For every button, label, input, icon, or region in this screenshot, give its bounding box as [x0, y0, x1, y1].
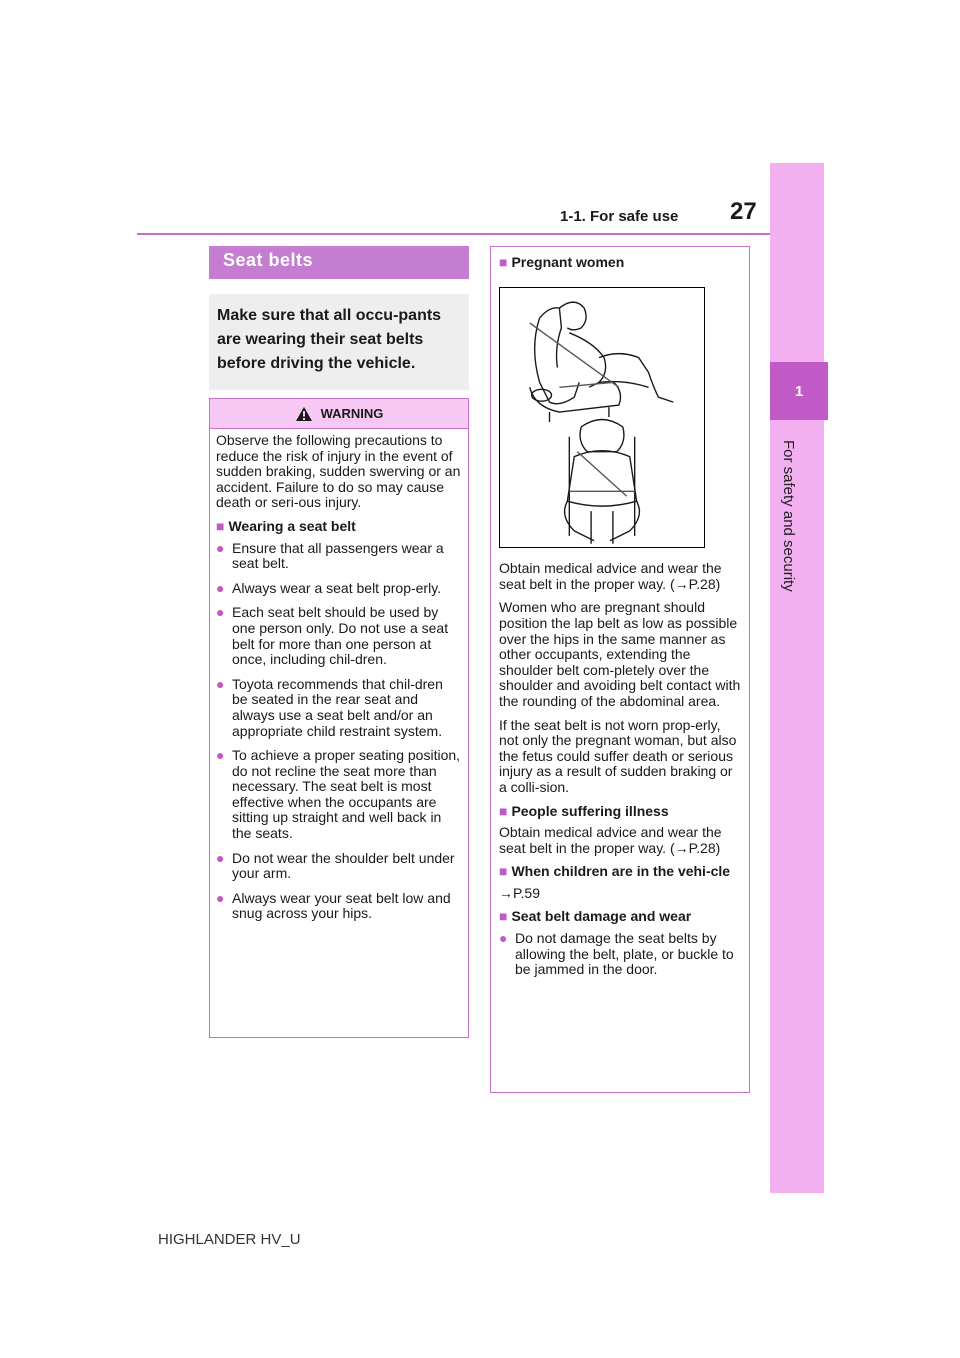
bullet-dot-icon: ●	[216, 889, 225, 906]
pregnant-paragraph-3: If the seat belt is not worn prop-erly, not only the pregnant woman, but also the fetus could suffer death or serious injury as a result of sudden braking or a colli-sion.	[499, 716, 737, 795]
list-item-text: Toyota recommends that chil-dren be seated in the rear seat and always use a seat belt and/or an appropriate child restraint system.	[232, 675, 443, 739]
list-item-text: Do not damage the seat belts by allowing the belt, plate, or buckle to be jammed in the door.	[515, 930, 734, 978]
list-item	[216, 605, 462, 667]
chapter-title: For safety and security	[780, 440, 797, 592]
warning-continued-box	[490, 246, 750, 1093]
warning-intro: Observe the following precautions to reduce the risk of injury in the event of sudden braking, sudden swerving or an accident. Failure to do so may cause death or seri-ous injury.	[216, 432, 461, 511]
bullet-dot-icon: ●	[216, 539, 225, 556]
list-item	[216, 581, 462, 597]
bullet-dot-icon: ●	[216, 747, 225, 764]
section-header: 1-1. For safe use	[560, 208, 679, 225]
bullet-dot-icon: ●	[216, 675, 225, 692]
pregnant-paragraph-1: Obtain medical advice and wear the seat belt in the proper way. (→P.28)	[499, 560, 722, 592]
list-item-text: Ensure that all passengers wear a seat belt.	[232, 539, 444, 572]
children-reference: →P.59	[499, 884, 540, 901]
square-bullet-icon: ■	[499, 908, 508, 925]
square-bullet-icon: ■	[216, 517, 225, 534]
damage-heading	[499, 909, 741, 925]
square-bullet-icon: ■	[499, 254, 508, 270]
warning-box	[209, 398, 469, 1038]
square-bullet-icon: ■	[499, 802, 508, 819]
illness-heading-text: People suffering illness	[511, 802, 669, 819]
warning-subheading	[216, 519, 462, 535]
chapter-side-tab	[770, 163, 824, 1193]
illness-heading	[499, 804, 741, 820]
children-heading-text: When children are in the vehi-cle	[511, 863, 731, 880]
list-item-text: Always wear a seat belt prop-erly.	[232, 579, 442, 596]
list-item	[216, 677, 462, 739]
section-title: Seat belts	[209, 246, 469, 279]
pregnant-paragraph-2: Women who are pregnant should position the lap belt as low as possible over the hips in the same manner as other occupants, extending the shoulder belt com-pletely over the shoulder and avoiding belt contact with the rounding of the abdominal area.	[499, 599, 741, 709]
footer-model: HIGHLANDER HV_U	[158, 1231, 301, 1248]
page-number: 27	[730, 198, 757, 225]
pregnant-heading	[499, 255, 741, 271]
chapter-number: 1	[770, 362, 828, 420]
list-item	[216, 748, 462, 842]
bullet-dot-icon: ●	[216, 604, 225, 621]
header-rule	[137, 233, 770, 235]
pregnant-woman-seatbelt-illustration	[499, 287, 705, 548]
warning-header	[210, 399, 468, 429]
list-item	[216, 891, 462, 922]
list-item	[216, 851, 462, 882]
list-item-text: Do not wear the shoulder belt under your arm.	[232, 849, 455, 882]
list-item	[216, 541, 462, 572]
list-item	[499, 931, 741, 978]
illness-paragraph: Obtain medical advice and wear the seat belt in the proper way. (→P.28)	[499, 824, 722, 856]
list-item-text: Each seat belt should be used by one person only. Do not use a seat belt for more than one person at once, including chil-dren.	[232, 604, 449, 668]
intro-text: Make sure that all occu-pants are wearing their seat belts before driving the vehicle.	[209, 294, 469, 390]
warning-heading: WARNING	[320, 406, 384, 421]
pregnant-heading-text: Pregnant women	[511, 254, 625, 270]
list-item-text: To achieve a proper seating position, do not recline the seat more than necessary. The seat belt is most effective when the occupants are sitting up straight and well back in the seats.	[232, 747, 461, 842]
damage-heading-text: Seat belt damage and wear	[511, 908, 692, 925]
warning-subheading-text: Wearing a seat belt	[228, 517, 356, 534]
warning-triangle-icon	[295, 406, 313, 422]
list-item-text: Always wear your seat belt low and snug across your hips.	[232, 889, 451, 922]
square-bullet-icon: ■	[499, 863, 508, 880]
children-heading	[499, 864, 741, 880]
bullet-dot-icon: ●	[499, 930, 508, 947]
bullet-dot-icon: ●	[216, 579, 225, 596]
bullet-dot-icon: ●	[216, 849, 225, 866]
